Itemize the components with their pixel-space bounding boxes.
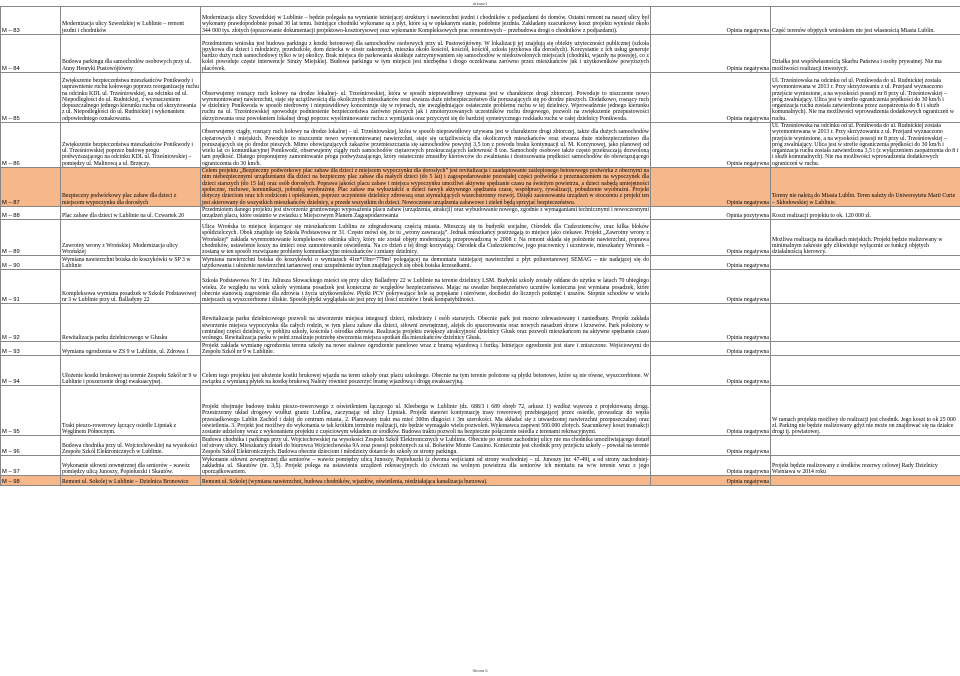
row-note [771, 270, 960, 304]
row-id: M – 90 [1, 256, 61, 270]
row-note: Część terenów objętych wnioskiem nie jest własnością Miasta Lublin. [771, 7, 960, 35]
row-description: Ulica Wrońska to miejsce kojarzące się mieszkańcom Lublina ze zdegradowaną częścią miasta. Mieszczą się tu budynki socjalne, Ośrodek dla Cudzoziemców, oraz kilka bloków spółdzielczych. Obok znajduje się Szkoła Podstawowa nr 31. Często mówi się, że tu „wrony zawracają”. Jednak mieszkańcy postrzegają to miejsce jako ciekawe. Projekt „Zawrotny wrony z Wrońskiej” zakłada wyremontowanie kompleksowo odcinka ulicy, który nie został objęty modernizacją przeprowadzoną w 2008 r. Na remont składa się położenie nawierzchni, poprawa chodników, ustawienie koszy na śmieci oraz zamontowanie oświetlenia. Na co dzień z tej drogi korzystają: Ośrodek dla Cudzoziemców, jego pracownicy i uczniowie, mieszkańcy Wronek – zostaną w ten sposób rozwiązane problemy komunikacyjne mieszkańców i zmiany dzielnicy. [201, 220, 651, 256]
row-description: Modernizacja ulicy Szwedzkiej w Lublinie – będzie polegała na wymianie istniejącej struktury i nawierzchni jezdni i chodników z podjazdami do domów. Ostatni remont na naszej ulicy był wykonany prawdopodobnie ponad 30 lat temu. Istniejące chodniki wykonane są z płyt, które są w opłakanym stanie, podobnie jezdnia. Zakładany szacunkowy koszt projektu wyniesie około 344 000 tys. złotych (opracowanie dokumentacji projektowo-kosztorysowej oraz wykonanie Kompleksowych prac remontowych – przebudowa drogi o chodników z podjazdami). [201, 7, 651, 35]
row-opinion: Opinia negatywna [651, 256, 771, 270]
row-description: Obserwujemy ciągły, rosnący ruch kołowy na drodze lokalnej – ul. Trześniowskiej, która w sposób nieprawidłowy używana jest w charakterze drogi zbiorczej, także dla dużych samochodów ciężarowych i miejskich. Powoduje to niszczenie nowo wyremontowanej nawierzchni, staje się uciążliwością dla okolicznych mieszkańców oraz stwarza duże niebezpieczeństwo dla poruszających się po drodze pieszych. Mimo obowiązujących zakazów przemieszczania się samochodów powyżej 3,5 ton z powodu braku kontynuacji ul. M. Korzynowej, jako planowej od wielu lat co komunikacyjnej Ponikwodź, obserwujemy ciągły ruch samochodów ciężarowych przekraczających ładowność 8 ton. Samochody osobowe także często przekraczają dozwoloną tam prędkość. Dlatego proponujemy zamontowanie progu podwyższającego, który ostatecznie zmusiłby kierowców do zwalniania i dostosowania prędkości samochodów do obowiązującego ograniczenia do 30 km/h. [201, 123, 651, 168]
row-opinion: Opinia negatywna [651, 456, 771, 476]
table-row [1, 270, 960, 304]
row-id: M – 91 [1, 270, 61, 304]
row-opinion: Opinia negatywna [651, 35, 771, 73]
row-description: Rewitalizacja parku dzielnicowego pozwoli na utworzenie miejsca integracji dzieci, młodzieży i osób starszych. Obecnie park jest mocno zdewastowany i zaniedbany. Projekt zakłada stworzenie miejsca wypoczynku dla całych rodzin, w tym placu zabaw dla dzieci, siłowni zewnętrznej, alejek do spacerowania oraz nowych nasadzeń drzew i krzewów. Park położony w centralnej części dzielnicy, w pobliżu szkoły, kościoła i ośrodka zdrowia. Realizacja projektu zwiększy atrakcyjność dzielnicy Głusk oraz pozwoli mieszkańcom na aktywne spędzanie czasu wolnego. Rewitalizacja parku w pełni zrealizuje potrzebę stworzenia miejsca spotkań dla mieszkańców dzielnicy Głusk. [201, 304, 651, 342]
table-row [1, 386, 960, 436]
row-description: Obserwujemy rosnący ruch kołowy na drodze lokalnej- ul. Trześniowskiej, która w sposób nieprawidłowy używana jest w charakterze drogi zbiorczej. Powoduje to niszczenie nowo wyremontowanej nawierzchni, staje się uciążliwością dla okolicznych mieszkańców oraz stwarza duże niebezpieczeństwo dla poruszających się po drodze pieszych. Dodatkowo, rosnący ruch w dzielnicy Ponikwoda w sposób niedrowny i nieprawidłowy koncentruje się w rejonach, nie uwzględniające ostatecznie problemu ruchu w tej dzielnicy. Wprowadzenie jednego kierunku ruchu na ul. Trześniowskiej spowoduje podniesienie bezpieczeństwa zarówno pieszych jak i zmotoryzowanych uczestników ruchu drogowego, pozwoli na zwiększenie przepustowości skrzyżowania oraz powołaniem lokalnej drogi poprzez wyeliminowanie ruchu z wymijania oraz przyczyni się do bardziej symetrycznego rozkładu ruchu w całej dzielnicy Ponikwoda. [201, 73, 651, 123]
row-title: Ułożenie kostki brukowej na terenie Zespołu Szkół nr 9 w Lublinie i poszerzenie drogi ewakuacyjnej. [61, 356, 201, 386]
row-title: Zwiększenie bezpieczeństwa mieszkańców Ponikwody i usprawnienie ruchu kołowego poprzez reorganizację ruchu na odcinku KDL ul. Trześniowskiej, na odcinku od ul. Niepodległości do ul. Rudnickiej, z wyznaczeniem dopuszczalnego jednego kierunku ruchu od skrzyżowania z ul. Niepodległości do ul. Rudnickiej i wykonaniem odpowiedniego oznakowania. [61, 73, 201, 123]
row-title: Wymiana ogrodzenia w ZS 9 w Lublinie, ul. Zdrowa 1 [61, 342, 201, 356]
row-id: M – 88 [1, 206, 61, 220]
row-id: M – 85 [1, 73, 61, 123]
row-opinion: Opinia negatywna [651, 168, 771, 207]
row-note: Ul. Trześniowska na odcinku od ul. Ponikwoda do ul. Rudnickiej została wyremontowana w 2013 r. Przy skrzyżowaniu z ul. Przejazd wyznaczono przejście wyniesione, a na wysokości posesji nr 8 przy ul. Trześniowskiej – próg zwalniający. Ulica jest w strefie ograniczenia prędkości do 30 km/h i organizacja ruchu została zatwierdzona przez zaopatrzenia do 8 t i służb komunalnych). Nie ma możliwości wprowadzenia dodatkowych ograniczeń w ruchu. [771, 73, 960, 123]
row-title: Modernizacja ulicy Szwedzkiej w Lublinie – remont jezdni i chodników [61, 7, 201, 35]
row-note: Koszt realizacji projektu to ok. 120 000 zł. [771, 206, 960, 220]
row-note: W ramach projektu możliwy do realizacji jest chodnik. Jego koszt to ok 25 000 zł. Parking nie będzie realizowany gdyż nie może on znajdować się na działce drogi tj. powiatowej. [771, 386, 960, 436]
row-description: Remont ul. Sokolej (wymiana nawierzchni, budowa chodników, wjazdów, oświetlenia, niedziałająca kanalizacja burzowa). [201, 476, 651, 486]
row-title: Rewitalizacja parku dzielnicowego w Głusku [61, 304, 201, 342]
row-id: M – 86 [1, 123, 61, 168]
row-opinion: Opinia negatywna [651, 386, 771, 436]
row-id: M – 83 [1, 7, 61, 35]
row-description: Celem projektu „Bezpieczny podwórkowy plac zabaw dla dzieci z miejscem wypoczynku dla dorosłych” jest revitalizacja i zaadaptowanie zaślepionego betonowego podwórka z obecnymi na nim niebezpiecznymi urządzeniami dla dzieci na bezpieczny plac zabaw dla małych dzieci (do 5 lat) i zagospodarowanie pozostałej części podwórka z przeznaczeniem na wypoczynek dla dzieci starszych (do 15 lat) oraz osób dorosłych. Poprawa jakości placu zabaw i miejsca wypoczynku umożliwi aktywne spędzanie czasu na świeżym powietrzu, a dzieci nabędą umiejętności społeczne, ruchowe, komunikacji, pobudzą wyobraźnię. Plac zabaw ma wykształcić u dzieci nawyk aktywnego spędzania czasu, współpracy, rywalizacji, pobudzenie wyobraźni. Projekt dotyczy dzieciom oraz ich rodzicom i opiekunom, poprzez uczynienie dzielnicy zdrowszą oraz stymulujących wszechstronny rozwój. Dzięki zastosowaniu urządzeń w otoczeniu z projekt ten jest skierowany do wszystkich mieszkańców dzielnicy, a przede wszystkim do dzieci. Nowoczesne urządzenia zabawowe i zieleń będą sprzyjać bezpieczeństwu. [202, 168, 649, 206]
row-description: Projekt obejmuje budowę traktu pieszo-rowerowego z oświetleniem łączącego ul. Kleeberga w Lublinie (dz. 688/3 i 689 obręb 72, arkusz 1) wzdłuż wąwozu z projektowaną drogą. Przestrzenny układ drogowy wzdłuż granic Lublina, zaczynając od ulicy Lipniak. Projekt stanowi kontynuację trasy rowerowej przebiegającej przez osiedle, prowadząc do węzła przesiadkowego Lublin Zachód i dalej do centrum miasta. 2. Planowany trakt ma mieć 300m długości i 3m szerokości. Ma składać się z utwardzonej nawierzchni przepuszczalnej oraz oświetlenia. 3. Projekt jest możliwy do wykonania w tak krótkim terminie realizacji, nie będzie wymagało wielu pozwoleń. Wykonawca zapewni 500.000 złotych. Szacunkowy koszt transakcji zostanie udzielony wraz z wykonaniem projektu z częściowym wkładem ze środków. Budowa traktu pozwoli na bezpieczne połączenie osiedla z terenami rekreacyjnymi. [201, 386, 651, 436]
table-row [1, 220, 960, 256]
row-note [771, 304, 960, 342]
row-opinion: Opinia negatywna [651, 342, 771, 356]
row-id: M – 87 [1, 168, 61, 207]
row-note [771, 342, 960, 356]
row-title: Bezpieczny podwórkowy plac zabaw dla dzieci z miejscem wypoczynku dla dorosłych [61, 168, 201, 207]
row-description: Przedmiotem wniosku jest budowa parkingu z kostki betonowej dla samochodów osobowych przy ul. Pustowójtówny. W lokalizacji jej znajdują się obiekty użyteczności publicznej (szkoła językowa dla dzieci i młodzieży, przedszkole, dom dziecka w siostr zakonnych, mieszka około kościół, kościół, kościół, szkoła językowa dla dorosłych). Korzystanie z ich usług generuje bardzo duży ruch samochodowy tylko w tej okolicy. Brak miejsca do parkowania skutkuje zatrzymywaniem się samochodów w niedozwolonych miejscach (chodniki, wjazdy na posesję), co z kolei powoduje częste interwencje Straży Miejskiej. Budowa parkingu w tym miejscu jest niezbędna i drogo oczekiwana zarówno przez mieszkańców jak i użytkowników powyższych placówek. [201, 35, 651, 73]
table-row [1, 456, 960, 476]
table-row [1, 476, 960, 486]
row-title: Remont ul. Sokolej w Lublinie – Dzielnica Bronowice [61, 476, 201, 486]
row-id: M – 92 [1, 304, 61, 342]
row-title: Zawrotny wrony z Wrońskiej. Modernizacja ulicy Wrońskiej [61, 220, 201, 256]
row-note: Ul. Trześniowska na odcinku od ul. Ponikwoda do ul. Rudnickiej została wyremontowana w 2013 r. Przy skrzyżowaniu z ul. Przejazd wyznaczono przejście wyniesione, a na wysokości posesji nr 8 przy ul. Trześniowskiej – próg zwalniający. Ulica jest w strefie ograniczenia prędkości do 30 km/h i organizacja ruchu została zatwierdzona 3,5 t (z wyłączeniem zaopatrzenia do 8 t i służb komunalnych). Nie ma możliwości wprowadzenia dodatkowych ograniczeń w ruchu. [771, 123, 960, 168]
row-title: Zwiększenie bezpieczeństwa mieszkańców Ponikwody i ul. Trześniowskiej poprzez budowę progu podwyższającego na odcinku KDL ul. Trześniowskiej – pomiędzy ul. Malinową a ul. Brzęczy. [61, 123, 201, 168]
row-opinion: Opinia negatywna [651, 123, 771, 168]
row-description: Celem tego projektu jest ułożenie kostki brukowej wjazdu na teren szkoły oraz placu szkolnego. Obecnie na tym terenie położone są płytki betonowe, które są nie równe, wyszczerbione. W związku z wymianą płytek na kostkę brukową Należy również poszerzyć bramę wjazdową i drogę ewakuacyjną. [201, 356, 651, 386]
row-opinion: Opinia negatywna [651, 356, 771, 386]
table-row [1, 342, 960, 356]
row-description: Szkoła Podstawowa Nr 3 im. Juliusza Słowackiego mieści się przy ulicy Balladyny 22 w Lublinie na terenie dzielnicy LSM. Budynki szkoły zostały oddane do użytku w latach 70 ubiegłego wieku. Ze względu na wiek szkoły wymiana posadzek jest konieczna ze względów bezpieczeństwa. Mając na uwadze bezpieczeństwo uczniów konieczna jest wymiana posadzek, które obecnie stanowią zagrożenie dla zdrowia i życia użytkowników. Płytki PCV pokrywające hole są popękane i nierówne, dochodzi do licznych potknięć i urazów. Stopnie schodów w wielu miejscach są wyszczerbione i śliskie. Sposób płytki wyglądała sie jest przy tej ilości uczniów i brak kompatybilności. [201, 270, 651, 304]
row-id: M – 84 [1, 35, 61, 73]
row-note [771, 476, 960, 486]
page-footer: Strona 5 [472, 668, 488, 673]
row-title: Trakt pieszo-rowerowy łączący osiedle Lipniak z Węglinem Północnym. [61, 386, 201, 436]
table-row [1, 7, 960, 35]
row-opinion: Opinia negatywna [651, 73, 771, 123]
row-description: Budowa chodnika i parkingu przy ul. Wojciechowskiej na wysokości Zespołu Szkół Elektronicznych w Lublinie. Obecnie po stronie zachodniej ulicy nie ma chodnika umożliwiającego dotarł od strony ulicy. Mieszkańcy dotarł do biurowca Wojciechowska 9A oraz posesji położonych za ul. Bołsetów Monte Cassino. Koniecznie jest chodnik przy przejściu szkoły – powstał na terenie Zespołu Szkół Elektronicznych. Budowa obecnie dzieciom i młodzieży dotarcie do szkoły ze strony parkingu. [202, 436, 649, 456]
table-row [1, 206, 960, 220]
row-id: M – 95 [1, 386, 61, 436]
row-note [771, 356, 960, 386]
table-row [1, 256, 960, 270]
row-opinion: Opinia negatywna [651, 7, 771, 35]
row-note: Tereny nie należą do Miasta Lublin. Teren należy do Uniwersytetu Marii Curie – Skłodowskiej w Lublinie. [771, 168, 960, 207]
row-id: M – 93 [1, 342, 61, 356]
row-opinion: Opinia negatywna [651, 304, 771, 342]
table-row [1, 35, 960, 73]
row-opinion: Opinia negatywna [651, 476, 771, 486]
row-id: M – 94 [1, 356, 61, 386]
table-row [1, 73, 960, 123]
row-opinion: Opinia negatywna [651, 436, 771, 456]
row-title: Plac zabaw dla dzieci w Lublinie na ul. Czwartek 20 [61, 206, 201, 220]
table-row [1, 356, 960, 386]
row-title: Kompleksowa wymiana posadzek w Szkole Podstawowej nr 3 w Lublinie przy ul. Balladyny 22 [61, 270, 201, 304]
row-title: Wykonanie siłowni zewnętrznej dla seniorów – wawóz pomiędzy ulicą Junoszy, Popiełuszki i Skautów. [61, 456, 201, 476]
projects-table [0, 6, 960, 486]
row-note [771, 256, 960, 270]
row-note: Możliwa realizacja na działkach miejskich. Projekt będzie realizowany w minimalnym zakresie gdy zlikwiduje wyłącznie ze funkcji objętych działalnością kierowcy. [771, 220, 960, 256]
row-description: Wymiana nawierzchni boiska do koszykówki o wymiarach 41m*19m=779m² polegającej na demontażu istniejącej nawierzchni z płyt poliuretanowej SEMAG – nie nadającej się do użytkowania i ułożenie nawierzchni tartanowej oraz uzupełnienie trybun znajdujących się obok boiska krzesełkami. [202, 256, 649, 270]
table-row [1, 304, 960, 342]
row-description: Przedmiotem danego projektu jest stworzenie gruntownego wyposażenia placu zabaw (urządzenia, atrakcji) oraz wybudowanie nowego, zgodnie z wymaganiami technicznymi i nowoczesnymi urządzeń placu, które ostatnio w zwiazku z Miejscowym Planem Zagospodarowania [202, 206, 650, 220]
table-row [1, 123, 960, 168]
row-note: Projekt będzie realizowany z środków rezerwy celowej Rady Dzielnicy Wieniawa w 2014 roku [771, 456, 960, 476]
sheet-label: Arkusz1 [472, 1, 488, 6]
row-title: Budowa chodnika przy ul. Wojciechowskiej na wysokości Zespołu Szkół Elektronicznych w Lublinie. [61, 436, 201, 456]
row-id: M – 98 [1, 476, 61, 486]
row-opinion: Opinia pozytywna [651, 206, 771, 220]
row-id: M – 97 [1, 456, 61, 476]
row-opinion: Opinia negatywna [651, 220, 771, 256]
row-id: M – 96 [1, 436, 61, 456]
row-description: Wykonanie siłowni zewnętrznej dla seniorów – wawóz pomiędzy ulicą Junoszy, Popiełuszki (z dwoma wejściami od strony wschodniej – ul. Junoszy (nr. 47-49), a od strony zachodniej- zakładnia ul. Skautów (nr. 3,5). Projekt polega na ustawieniu urządzeń rekreacyjnych do ćwiczeń na wolnym powietrzu dla seniorów ich montażu na w/w terenie wraz z jego uporządkowaniem. [202, 456, 649, 476]
row-title: Budowa parkingu dla samochodów osobowych przy ul. Anny Henryki Pustowójtówny [61, 35, 201, 73]
row-opinion: Opinia negatywna [651, 270, 771, 304]
row-description: Projekt zakłada wymianę ogrodzenia terenu szkoły na nowe stalowe ogrodzenie panelowe wraz z bramą wjazdową i furtką. Istniejące ogrodzenie jest stare i zniszczone. Wejściowymi do Zespołu Szkół nr 9 w Lublinie. [202, 342, 649, 356]
row-title: Wymiana nawierzchni boiska do koszykówki w SP 3 w Lublinie [61, 256, 201, 270]
table-row [1, 168, 960, 207]
table-row [1, 436, 960, 456]
row-id: M – 89 [1, 220, 61, 256]
row-note: Działka jest współwłasnością Skarbu Państwa i osoby prywatnej. Nie ma możliwości realizacji inwestycji. [771, 35, 960, 73]
row-note [771, 436, 960, 456]
